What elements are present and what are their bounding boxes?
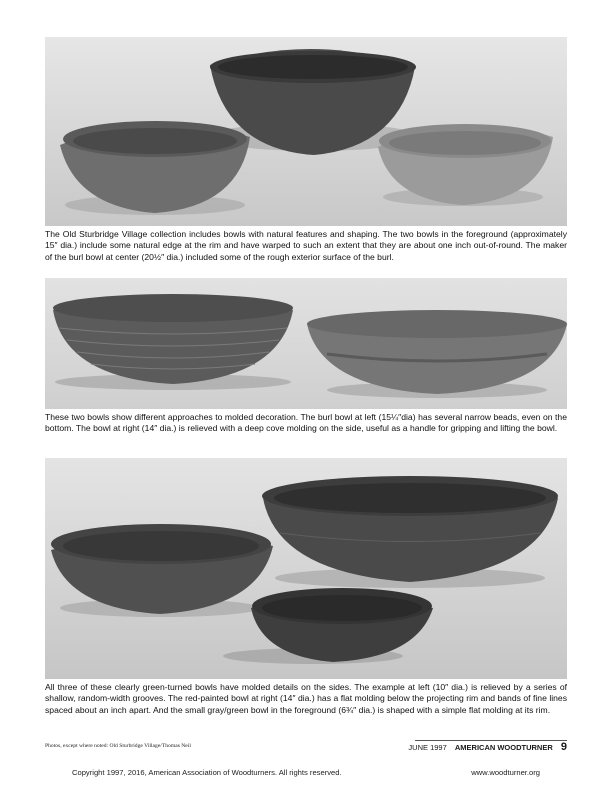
caption-green-turned-bowls: All three of these clearly green-turned bowls have molded details on the sides. The example at left (10″ dia.) is relieved by a series of shallow, random-width grooves. The red-painted bowl at right (14″ dia.) has a flat molding below the projecting rim and bands of fine lines spaced about an inch apart. And the small gray/green bowl in the foreground (6¾″ dia.) is shaped with a simple flat molding at its rim. xyxy=(45,682,567,715)
page-number: 9 xyxy=(560,741,567,753)
bowls-photo-graphic xyxy=(45,37,567,226)
molded-bowls-graphic xyxy=(45,278,567,409)
caption-molded-decoration: These two bowls show different approaches to molded decoration. The burl bowl at left (15¼″dia) has several narrow beads, even on the bottom. The bowl at right (14″ dia.) is relieved with a deep cove molding on the side, useful as a handle for gripping and lifting the bowl. xyxy=(45,412,567,434)
caption-sturbridge-collection: The Old Sturbridge Village collection includes bowls with natural features and shaping. The two bowls in the foreground (approximately 15″ dia.) include some natural edge at the rim and have warped to such an extent that they are about one inch out-of-round. The maker of the burl bowl at center (20½″ dia.) included some of the rough exterior surface of the burl. xyxy=(45,229,567,262)
website-link[interactable]: www.woodturner.org xyxy=(471,768,540,777)
photo-molded-decoration-bowls xyxy=(45,278,567,409)
photo-sturbridge-bowls-collection xyxy=(45,37,567,226)
magazine-name: AMERICAN WOODTURNER xyxy=(454,743,553,752)
copyright-notice: Copyright 1997, 2016, American Association of Woodturners. All rights reserved. xyxy=(72,768,342,777)
photo-green-turned-bowls xyxy=(45,458,567,679)
running-footer xyxy=(408,741,567,753)
photo-credit: Photos, except where noted: Old Sturbridge Village/Thomas Neil xyxy=(45,743,191,749)
issue-date: JUNE 1997 xyxy=(408,743,447,752)
green-turned-bowls-graphic xyxy=(45,458,567,679)
